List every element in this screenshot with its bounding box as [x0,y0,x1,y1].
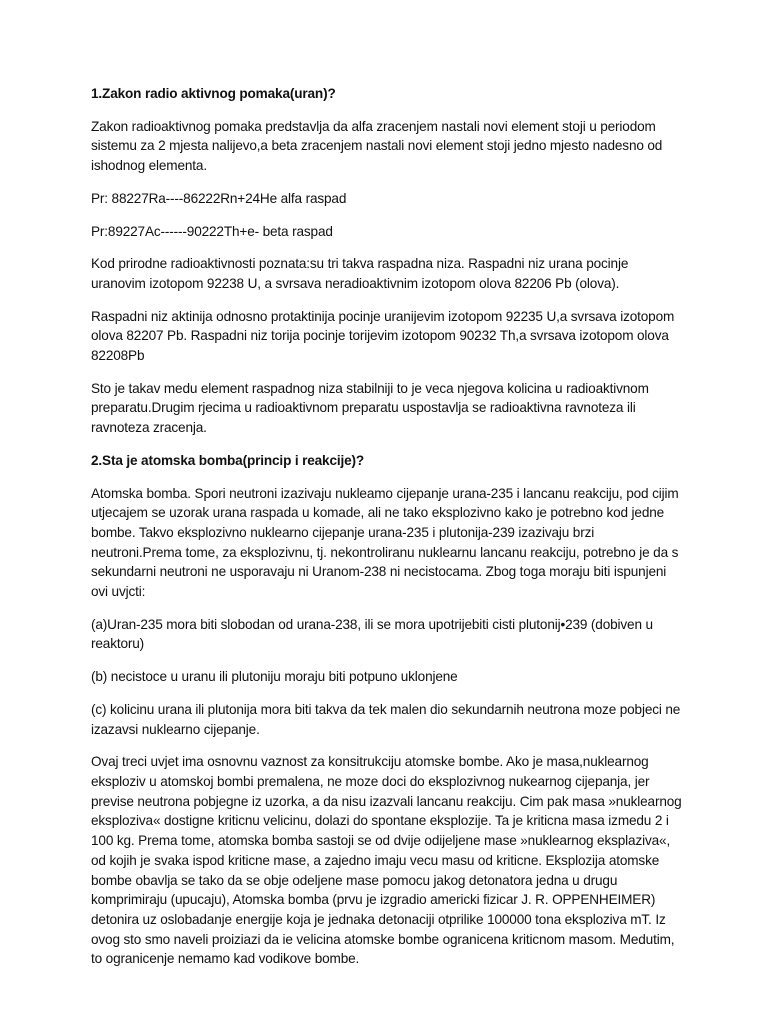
paragraph-radioactive-equilibrium: Sto je takav medu element raspadnog niza stabilniji to je veca njegova kolicina u radioaktivnom preparatu.Drugim rjecima u radioaktivnom preparatu uspostavlja se radioaktivna ravnoteza ili ravnoteza zracenja. [91,380,649,436]
document-page [91,84,683,982]
paragraph-uranium-series: Kod prirodne radioaktivnosti poznata:su tri takva raspadna niza. Raspadni niz urana pocinje uranovim izotopom 92238 U, a svrsava neradioaktivnim izotopom olova 82206 Pb (olova). [91,256,629,291]
paragraph-law-definition: Zakon radioaktivnog pomaka predstavlja da alfa zracenjem nastali novi element stoji u periodom sistemu za 2 mjesta nalijevo,a beta zracenjem nastali novi element stoji jedno mjesto nadesno od ishodnog elementa. [91,118,663,174]
section-heading-2: 2.Sta je atomska bomba(princip i reakcije)? [91,452,365,468]
paragraph-atomic-bomb-intro: Atomska bomba. Spori neutroni izazivaju nukleamo cijepanje urana-235 i lancanu reakciju, pod cijim utjecajem se uzorak urana raspada u komade, ali ne tako eksplozivno kako je potrebno kod jedne bombe. Takvo eksplozivno nuklearno cijepanje urana-235 i plutonija-239 izazivaju brzi neutroni.Prema tome, za eksplozivnu, tj. nekontroliranu nuklearnu lancanu reakciju, potrebno je da s sekundarni neutroni ne usporavaju ni Uranom-238 ni necistocama. Zbog toga moraju biti ispunjeni ovi uvjcti: [91,485,679,600]
paragraph-beta-example: Pr:89227Ac------90222Th+e- beta raspad [91,223,333,239]
paragraph-critical-mass: Ovaj treci uvjet ima osnovnu vaznost za konsitrukciju atomske bombe. Ako je masa,nuklearnog eksploziv u atomskoj bombi premalena, ne moze doci do eksplozivnog nukearnog cijepanja, jer previse neutrona pobjegne iz uzorka, a da nisu izazvali lancanu reakciju. Cim pak masa »nuklearnog eksploziva« dostigne kriticnu velicinu, dolazi do spontane eksplozije. Ta je kriticna masa izmedu 2 i 100 kg. Prema tome, atomska bomba sastoji se od dvije odijeljene mase »nuklearnog eksplaziva«, od kojih je svaka ispod kriticne mase, a zajedno imaju vecu masu od kriticne. Eksplozija atomske bombe obavlja se tako da se obje odeljene mase pomocu jakog detonatora jedna u drugu komprimiraju (upucaju), Atomska bomba (prvu je izgradio americki fizicar J. R. OPPENHEIMER) detonira uz oslobadanje energije koja je jednaka detonaciji otprilike 100000 tona eksploziva mT. Iz ovog sto smo naveli proiziazi da ie velicina atomske bombe ogranicena kriticnom masom. Medutim, to ogranicenje nemamo kad vodikove bombe. [91,754,682,967]
paragraph-alpha-example: Pr: 88227Ra----86222Rn+24He alfa raspad [91,190,347,206]
paragraph-actinium-thorium-series: Raspadni niz aktinija odnosno protaktinija pocinje uranijevim izotopom 92235 U,a svrsava izotopom olova 82207 Pb. Raspadni niz torija pocinje torijevim izotopom 90232 Th,a svrsava izotopom olova 82208Pb [91,308,675,364]
paragraph-condition-a: (a)Uran-235 mora biti slobodan od urana-238, ili se mora upotrijebiti cisti plutonij•239 (dobiven u reaktoru) [91,616,653,652]
paragraph-condition-c: (c) kolicinu urana ili plutonija mora biti takva da tek malen dio sekundarnih neutrona moze pobjeci ne izazavsi nuklearno cijepanje. [91,701,681,737]
section-heading-1: 1.Zakon radio aktivnog pomaka(uran)? [91,86,336,101]
paragraph-condition-b: (b) necistoce u uranu ili plutoniju moraju biti potpuno uklonjene [91,669,458,685]
